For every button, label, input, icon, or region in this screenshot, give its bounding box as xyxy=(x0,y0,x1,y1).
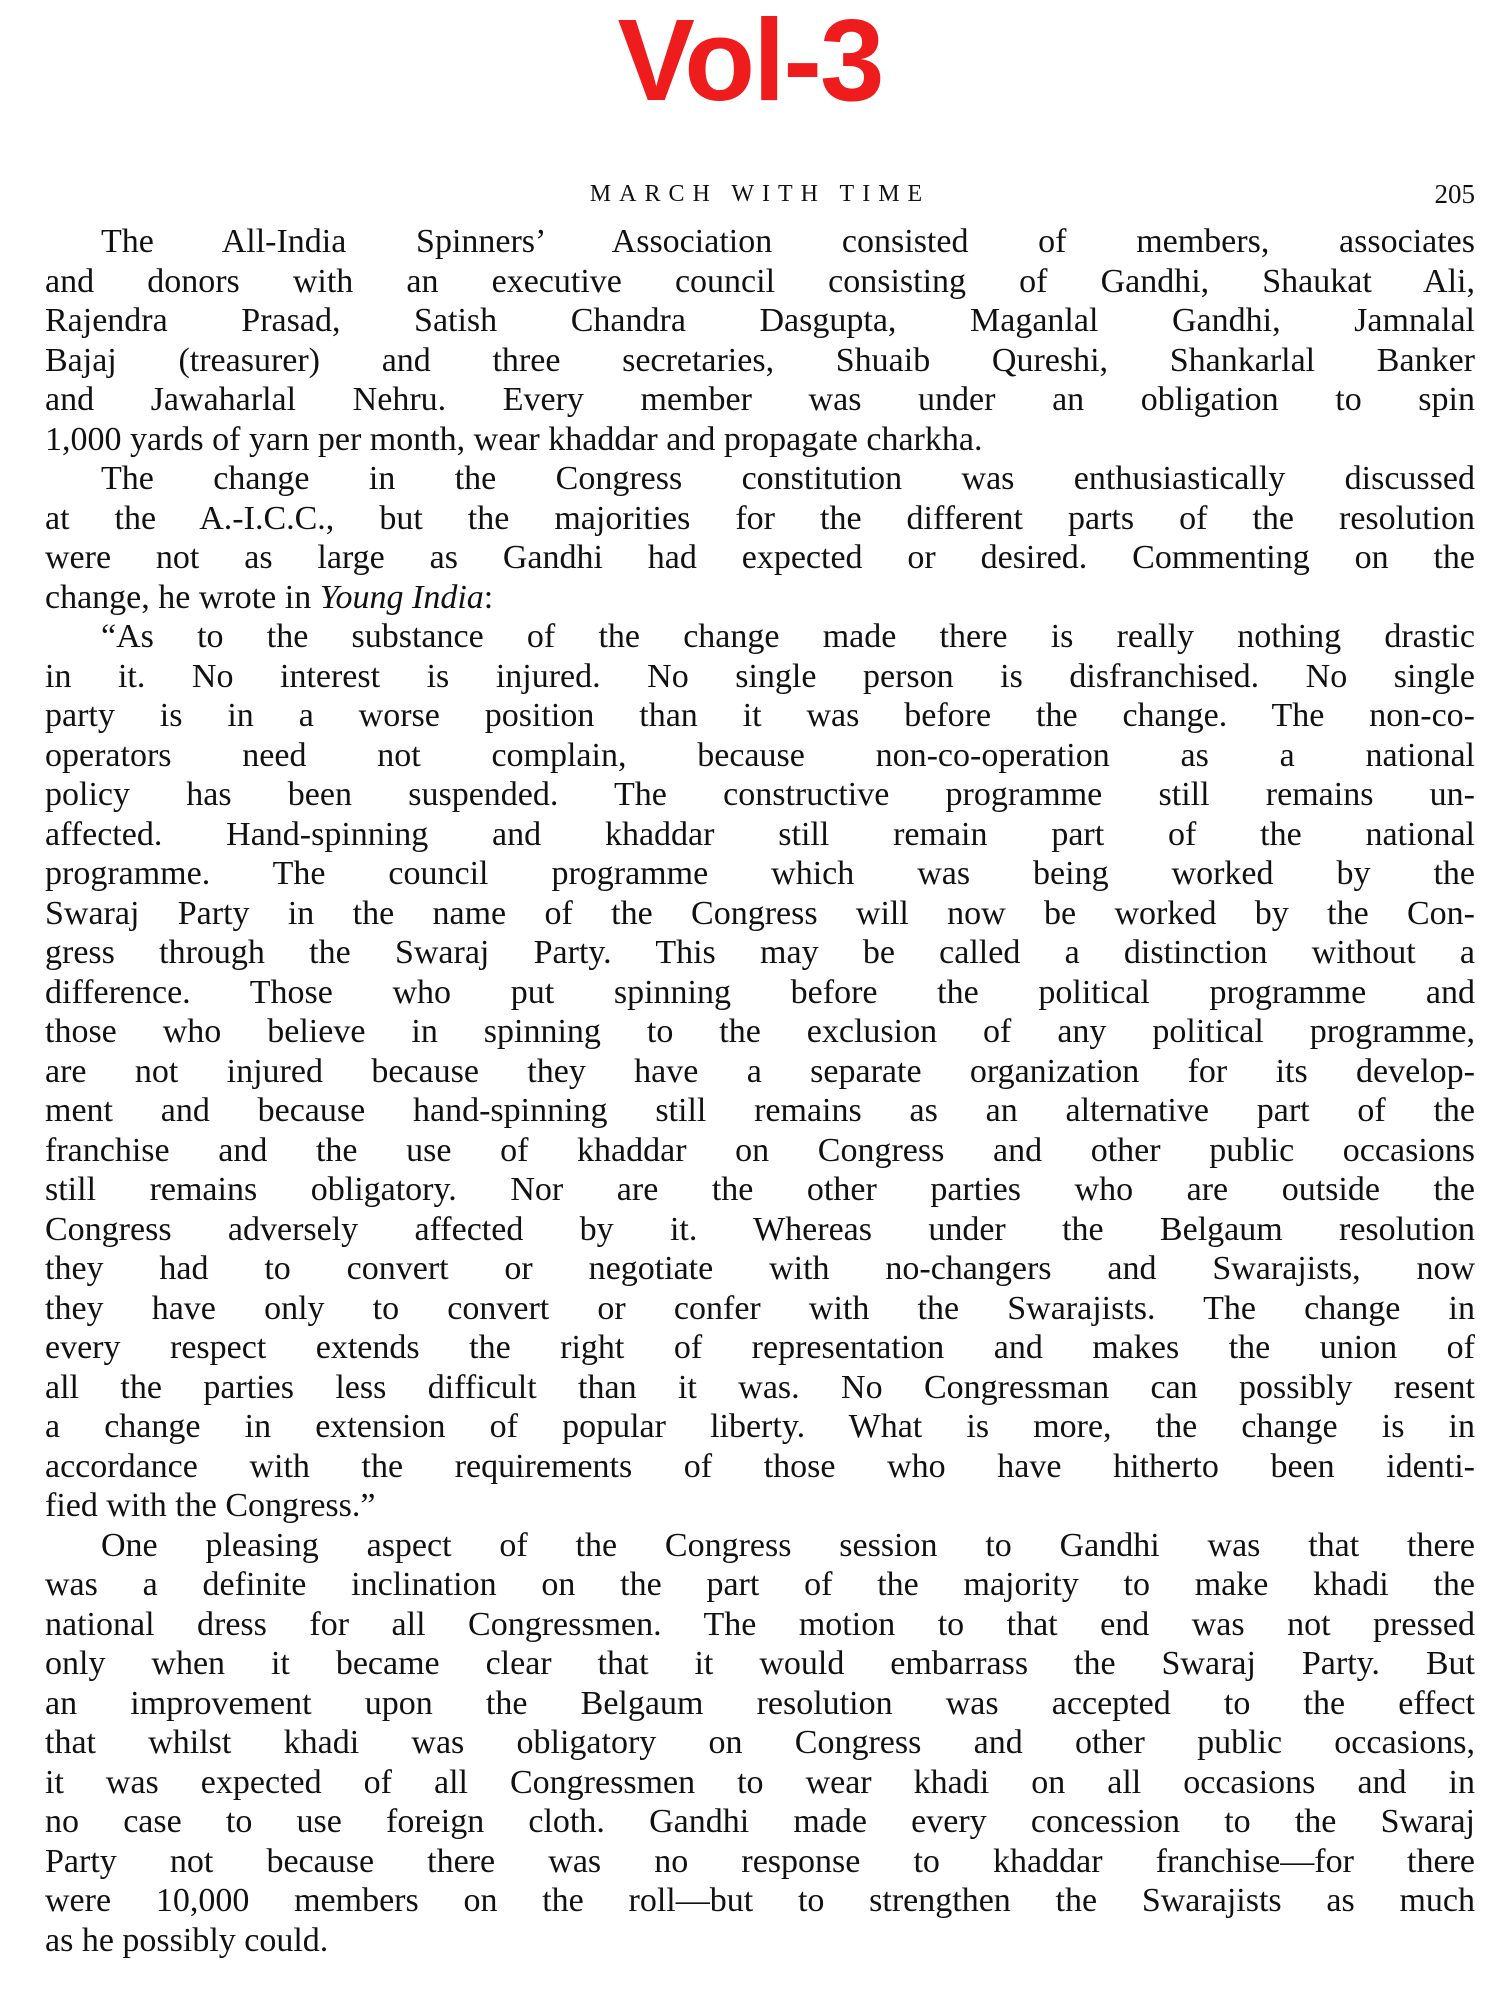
text-line-content: policy has been suspended. The constructive programme still remains un- xyxy=(45,776,1475,813)
page-number: 205 xyxy=(1434,179,1475,209)
text-line-content: franchise and the use of khaddar on Congress and other public occasions xyxy=(45,1131,1475,1169)
text-line-content: “As to the substance of the change made there is really nothing drastic xyxy=(101,618,1475,655)
text-line xyxy=(45,854,1475,894)
text-line xyxy=(45,775,1475,815)
text-line-content: it was expected of all Congressmen to wear khadi on all occasions and in xyxy=(45,1763,1475,1801)
text-line-content: Swaraj Party in the name of the Congress will now be worked by the Con- xyxy=(45,894,1475,932)
text-line-content: only when it became clear that it would embarrass the Swaraj Party. But xyxy=(45,1645,1475,1682)
text-line xyxy=(45,1605,1475,1645)
text-line xyxy=(45,1763,1475,1803)
text-line-content: were 10,000 members on the roll—but to strengthen the Swarajists as much xyxy=(45,1882,1475,1919)
text-line xyxy=(45,696,1475,736)
text-line xyxy=(45,1012,1475,1052)
text-line-content: gress through the Swaraj Party. This may be called a distinction without a xyxy=(45,934,1475,971)
text-line xyxy=(45,459,1475,499)
text-line xyxy=(45,1368,1475,1408)
text-line-content: a change in extension of popular liberty. What is more, the change is in xyxy=(45,1408,1475,1445)
text-line xyxy=(45,1328,1475,1368)
text-line-content: Party not because there was no response to khaddar franchise—for there xyxy=(45,1842,1475,1880)
text-line xyxy=(45,578,1475,618)
text-line xyxy=(45,1644,1475,1684)
text-line xyxy=(45,1249,1475,1289)
text-line-content: operators need not complain, because non-co-operation as a national xyxy=(45,736,1475,774)
text-line xyxy=(45,1723,1475,1763)
text-line-content: party is in a worse position than it was before the change. The non-co- xyxy=(45,697,1475,734)
text-line-suffix: : xyxy=(483,578,494,616)
text-line xyxy=(45,657,1475,697)
text-line xyxy=(45,380,1475,420)
text-line xyxy=(45,420,1475,460)
text-line xyxy=(45,222,1475,262)
text-line xyxy=(45,736,1475,776)
text-line-content: change, he wrote in xyxy=(45,578,320,616)
text-line xyxy=(45,1407,1475,1447)
text-line-content: an improvement upon the Belgaum resolution was accepted to the effect xyxy=(45,1684,1475,1722)
text-line-content: accordance with the requirements of those who have hitherto been identi- xyxy=(45,1447,1475,1485)
text-line-content: still remains obligatory. Nor are the other parties who are outside the xyxy=(45,1171,1475,1208)
text-line-content: The change in the Congress constitution was enthusiastically discussed xyxy=(101,460,1475,497)
text-line xyxy=(45,894,1475,934)
text-line-content: affected. Hand-spinning and khaddar still remain part of the national xyxy=(45,815,1475,853)
italic-title: Young India xyxy=(319,578,484,616)
text-line xyxy=(45,617,1475,657)
text-line-content: all the parties less difficult than it was. No Congressman can possibly resent xyxy=(45,1368,1475,1406)
text-line-content: programme. The council programme which was being worked by the xyxy=(45,855,1475,892)
text-line xyxy=(45,973,1475,1013)
text-line xyxy=(45,1881,1475,1921)
text-line-content: are not injured because they have a separate organization for its develop- xyxy=(45,1052,1475,1090)
text-line xyxy=(45,1526,1475,1566)
body-text xyxy=(45,222,1475,1960)
text-line xyxy=(45,1091,1475,1131)
text-line-content: ment and because hand-spinning still remains as an alternative part of the xyxy=(45,1092,1475,1129)
text-line xyxy=(45,1486,1475,1526)
text-line-content: those who believe in spinning to the exclusion of any political programme, xyxy=(45,1013,1475,1050)
text-line xyxy=(45,262,1475,302)
text-line-content: Congress adversely affected by it. Whereas under the Belgaum resolution xyxy=(45,1210,1475,1248)
text-line xyxy=(45,301,1475,341)
text-line xyxy=(45,538,1475,578)
text-line-content: and Jawaharlal Nehru. Every member was under an obligation to spin xyxy=(45,381,1475,418)
text-line-content: no case to use foreign cloth. Gandhi made every concession to the Swaraj xyxy=(45,1803,1475,1840)
text-line xyxy=(45,1842,1475,1882)
text-line-content: One pleasing aspect of the Congress session to Gandhi was that there xyxy=(101,1526,1475,1564)
text-line xyxy=(45,1131,1475,1171)
text-line xyxy=(45,1052,1475,1092)
text-line-content: at the A.-I.C.C., but the majorities for the different parts of the resolution xyxy=(45,499,1475,537)
text-line-content: difference. Those who put spinning before the political programme and xyxy=(45,973,1475,1011)
text-line xyxy=(45,1210,1475,1250)
text-line xyxy=(45,1289,1475,1329)
text-line xyxy=(45,341,1475,381)
text-line-content: The All-India Spinners’ Association consisted of members, associates xyxy=(101,223,1475,260)
text-line-content: fied with the Congress.” xyxy=(45,1487,376,1524)
text-line xyxy=(45,1684,1475,1724)
text-line-content: as he possibly could. xyxy=(45,1921,329,1959)
text-line-content: Bajaj (treasurer) and three secretaries, Shuaib Qureshi, Shankarlal Banker xyxy=(45,341,1475,379)
text-line-content: Rajendra Prasad, Satish Chandra Dasgupta, Maganlal Gandhi, Jamnalal xyxy=(45,302,1475,339)
text-line-content: 1,000 yards of yarn per month, wear khaddar and propagate charkha. xyxy=(45,420,983,458)
text-line-content: every respect extends the right of representation and makes the union of xyxy=(45,1329,1475,1366)
text-line xyxy=(45,1921,1475,1961)
running-head xyxy=(45,176,1475,212)
text-line xyxy=(45,1447,1475,1487)
volume-label: Vol-3 xyxy=(617,0,883,125)
text-line-content: national dress for all Congressmen. The motion to that end was not pressed xyxy=(45,1605,1475,1643)
text-line-content: in it. No interest is injured. No single person is disfranchised. No single xyxy=(45,657,1475,695)
text-line xyxy=(45,1565,1475,1605)
text-line-content: were not as large as Gandhi had expected or desired. Commenting on the xyxy=(45,539,1475,576)
text-line xyxy=(45,1170,1475,1210)
text-line xyxy=(45,1802,1475,1842)
text-line-content: they have only to convert or confer with the Swarajists. The change in xyxy=(45,1289,1475,1327)
text-line-content: they had to convert or negotiate with no-changers and Swarajists, now xyxy=(45,1250,1475,1287)
text-line-content: and donors with an executive council consisting of Gandhi, Shaukat Ali, xyxy=(45,262,1475,300)
text-line-content: was a definite inclination on the part of the majority to make khadi the xyxy=(45,1566,1475,1603)
text-line-content: that whilst khadi was obligatory on Congress and other public occasions, xyxy=(45,1724,1475,1761)
text-line xyxy=(45,499,1475,539)
text-line xyxy=(45,933,1475,973)
text-line xyxy=(45,815,1475,855)
running-head-title: MARCH WITH TIME xyxy=(589,181,931,207)
